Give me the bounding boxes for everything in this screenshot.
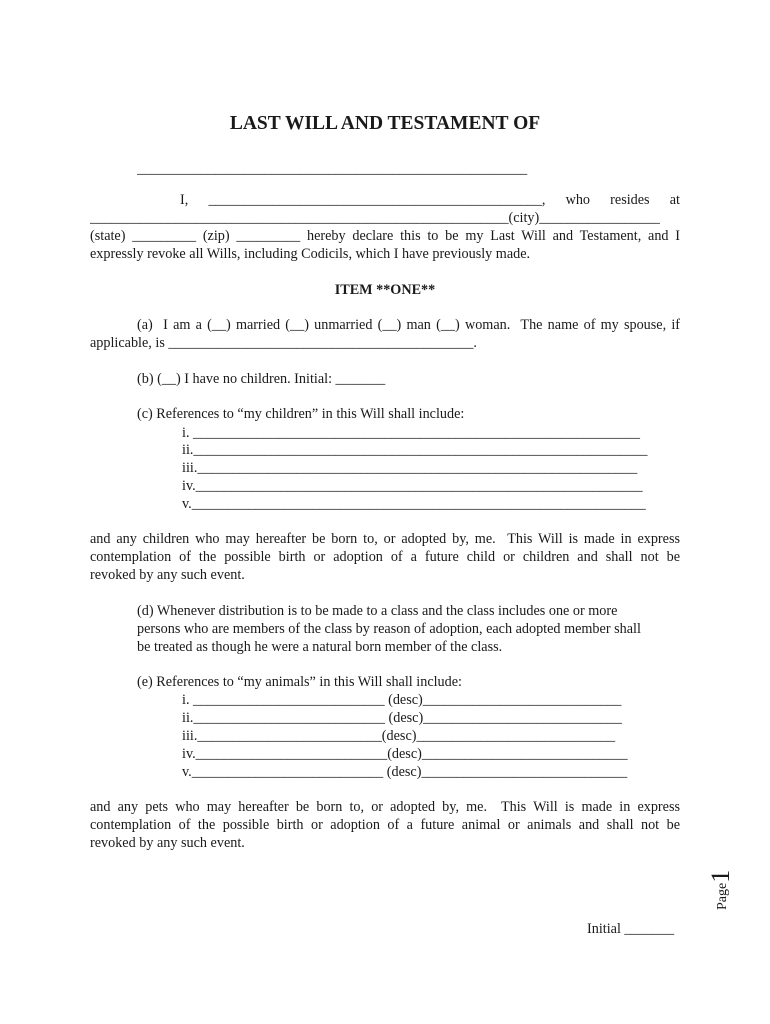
children-para-line-2: contemplation of the possible birth or adoption of a future child or children and shall not be xyxy=(90,549,680,565)
child-line-5: v.________________________________________________________________ xyxy=(182,496,646,512)
clause-b: (b) (__) I have no children. Initial: _______ xyxy=(137,371,386,387)
page-label: Page xyxy=(715,882,730,910)
animal-line-5: v.___________________________ (desc)_____________________________ xyxy=(182,764,628,780)
initial-field: Initial _______ xyxy=(587,921,675,937)
clause-c-heading: (c) References to “my children” in this Will shall include: xyxy=(137,406,465,422)
page-number-marker xyxy=(706,869,735,910)
child-line-1: i. _______________________________________________________________ xyxy=(182,425,640,441)
clause-d-line-1: (d) Whenever distribution is to be made to a class and the class includes one or more xyxy=(137,603,618,619)
child-line-2: ii.________________________________________________________________ xyxy=(182,442,648,458)
animals-para-line-3: revoked by any such event. xyxy=(90,835,245,851)
animal-line-2: ii.___________________________ (desc)____________________________ xyxy=(182,710,622,726)
animal-line-4: iv.___________________________(desc)_____________________________ xyxy=(182,746,628,762)
animal-line-1: i. ___________________________ (desc)____________________________ xyxy=(182,692,622,708)
animal-line-3: iii.__________________________(desc)____________________________ xyxy=(182,728,616,744)
animals-para-line-1: and any pets who may hereafter be born to, or adopted by, me. This Will is made in express xyxy=(90,799,680,815)
intro-line-4: expressly revoke all Wills, including Codicils, which I have previously made. xyxy=(90,246,531,262)
clause-d-line-3: be treated as though he were a natural born member of the class. xyxy=(137,639,503,655)
page-number: 1 xyxy=(706,869,735,883)
animals-para-line-2: contemplation of the possible birth or adoption of a future animal or animals and shall not be xyxy=(90,817,680,833)
item-heading: ITEM **ONE** xyxy=(334,282,436,298)
clause-a-line-2: applicable, is ___________________________________________. xyxy=(90,335,477,351)
clause-a-line-1: (a) I am a (__) married (__) unmarried (__) man (__) woman. The name of my spouse, if xyxy=(137,317,680,333)
clause-e-heading: (e) References to “my animals” in this Will shall include: xyxy=(137,674,462,690)
intro-line-3: (state) _________ (zip) _________ hereby declare this to be my Last Will and Testament, and I xyxy=(90,228,680,244)
testator-name-blank: _______________________________________________________ xyxy=(137,161,528,177)
children-para-line-1: and any children who may hereafter be born to, or adopted by, me. This Will is made in express xyxy=(90,531,680,547)
clause-d-line-2: persons who are members of the class by reason of adoption, each adopted member shall xyxy=(137,621,641,637)
child-line-4: iv._______________________________________________________________ xyxy=(182,478,643,494)
intro-line-1: I, _______________________________________________, who resides at xyxy=(180,192,680,208)
children-para-line-3: revoked by any such event. xyxy=(90,567,245,583)
child-line-3: iii.______________________________________________________________ xyxy=(182,460,638,476)
intro-line-2: ___________________________________________________________(city)_________________ xyxy=(90,210,660,226)
document-title: LAST WILL AND TESTAMENT OF xyxy=(229,113,541,134)
